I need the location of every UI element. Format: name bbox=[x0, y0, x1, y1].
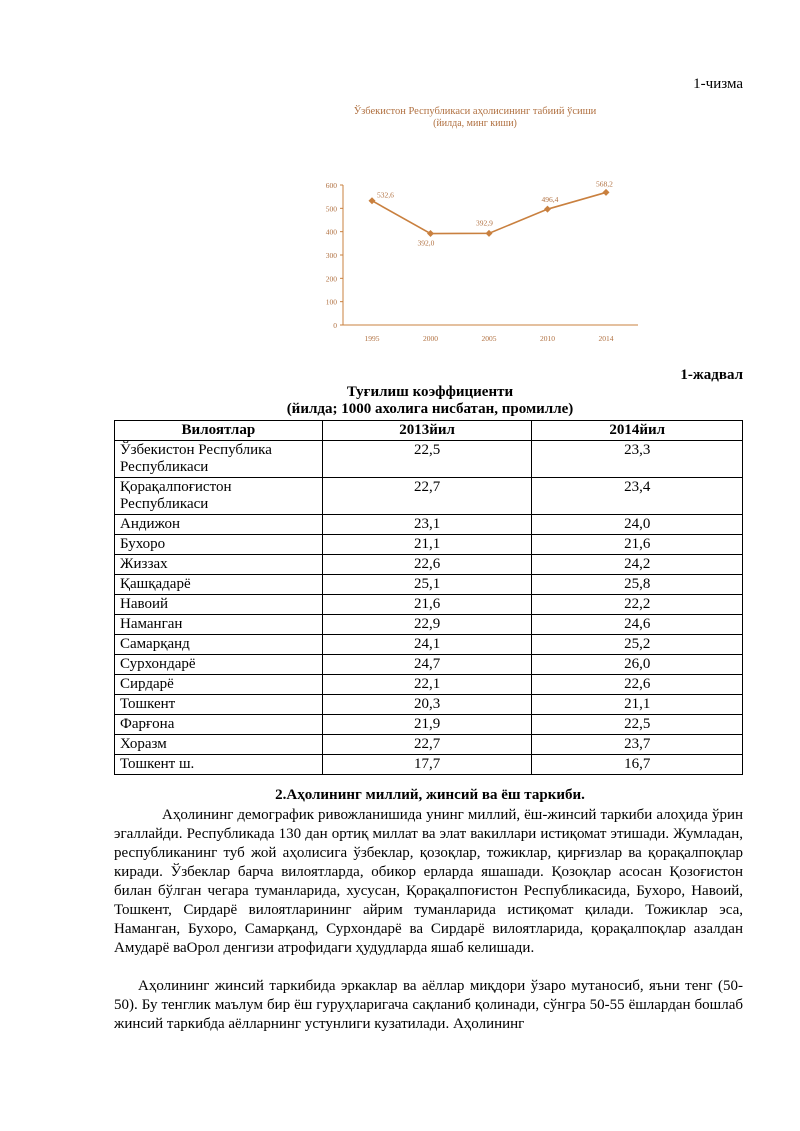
value-2013-cell: 22,7 bbox=[322, 478, 532, 515]
figure-label: 1-чизма bbox=[693, 76, 743, 92]
header-2013: 2013йил bbox=[322, 421, 532, 441]
value-2013-cell: 22,6 bbox=[322, 555, 532, 575]
table-title-line1: Туғилиш коэффициенти bbox=[346, 384, 514, 400]
value-2014-cell: 21,1 bbox=[532, 695, 743, 715]
value-2013-cell: 17,7 bbox=[322, 755, 532, 775]
table-title-line2: (йилда; 1000 ахолига нисбатан, промилле) bbox=[286, 401, 574, 417]
y-tick-label: 500 bbox=[325, 204, 337, 214]
table-body bbox=[115, 441, 743, 775]
value-2014-cell: 26,0 bbox=[532, 655, 743, 675]
y-tick-label: 200 bbox=[325, 274, 337, 284]
region-cell: Бухоро bbox=[115, 535, 323, 555]
section-heading: 2.Аҳолининг миллий, жинсий ва ёш таркиби. bbox=[275, 787, 585, 803]
table-row bbox=[115, 755, 743, 775]
birth-rate-table bbox=[114, 420, 743, 775]
value-2014-cell: 24,6 bbox=[532, 615, 743, 635]
line-chart bbox=[300, 100, 650, 350]
region-cell: Навоий bbox=[115, 595, 323, 615]
value-2014-cell: 22,6 bbox=[532, 675, 743, 695]
value-2014-cell: 25,2 bbox=[532, 635, 743, 655]
data-label: 532,6 bbox=[377, 190, 394, 200]
x-tick-label: 2010 bbox=[540, 334, 555, 343]
region-cell: Сурхондарё bbox=[115, 655, 323, 675]
header-region: Вилоятлар bbox=[115, 421, 323, 441]
value-2014-cell: 23,7 bbox=[532, 735, 743, 755]
table-row bbox=[115, 515, 743, 535]
region-cell: Андижон bbox=[115, 515, 323, 535]
value-2014-cell: 21,6 bbox=[532, 535, 743, 555]
x-tick-label: 2005 bbox=[481, 334, 497, 343]
table-title bbox=[0, 384, 800, 418]
value-2014-cell: 24,0 bbox=[532, 515, 743, 535]
value-2014-cell: 24,2 bbox=[532, 555, 743, 575]
value-2013-cell: 24,1 bbox=[322, 635, 532, 655]
table-row bbox=[115, 575, 743, 595]
value-2014-cell: 22,2 bbox=[532, 595, 743, 615]
region-cell: Наманган bbox=[115, 615, 323, 635]
y-tick-label: 300 bbox=[325, 251, 337, 260]
paragraph-1: Аҳолининг демографик ривожланишида унинг миллий, ёш-жинсий таркиби алоҳида ўрин эгаллайди. Республикада 130 дан ортиқ миллат ва элат вакиллари истиқомат этишади. Жумладан, республиканинг туб жой аҳолисига ўзбеклар, қозоқлар, тожиклар, қирғизлар ва қорақалпоқлар киради. Ўзбеклар барча вилоятларда, обикор ерларда яшашади. Қозоқлар асосан Қозоғистон билан бўлган чегара туманларида, хусусан, Қорақалпоғистон Республикасида, Бухоро, Навоий, Тошкент, Сирдарё вилоятларининг айрим туманларида истиқомат қилади. Тожиклар эса, Наманган, Бухоро, Самарқанд, Сурхондарё ва Сирдарё вилоятларида, қорақалпоқлар азалдан Амударё ваОрол денгизи атрофидаги ҳудудларда яшаб келишади. bbox=[114, 807, 743, 956]
x-tick-label: 1995 bbox=[364, 334, 380, 343]
table-row bbox=[115, 555, 743, 575]
series-line bbox=[372, 192, 606, 233]
value-2013-cell: 22,7 bbox=[322, 735, 532, 755]
data-label: 568,2 bbox=[596, 179, 613, 189]
data-point bbox=[369, 197, 376, 204]
region-cell: Самарқанд bbox=[115, 635, 323, 655]
y-tick-label: 400 bbox=[325, 227, 337, 237]
table-row bbox=[115, 655, 743, 675]
table-row bbox=[115, 441, 743, 478]
table-row bbox=[115, 695, 743, 715]
region-cell: Тошкент bbox=[115, 695, 323, 715]
chart-title: Ўзбекистон Республикаси аҳолисининг табиий ўсиши bbox=[353, 106, 597, 117]
region-cell: Сирдарё bbox=[115, 675, 323, 695]
data-point bbox=[544, 206, 551, 213]
value-2013-cell: 21,6 bbox=[322, 595, 532, 615]
table-row bbox=[115, 478, 743, 515]
chart-subtitle: (йилда, минг киши) bbox=[433, 118, 517, 129]
region-cell: Қашқадарё bbox=[115, 575, 323, 595]
value-2014-cell: 25,8 bbox=[532, 575, 743, 595]
data-label: 496,4 bbox=[541, 195, 559, 205]
y-tick-label: 600 bbox=[325, 181, 337, 190]
paragraph-2: Аҳолининг жинсий таркибида эркаклар ва аёллар миқдори ўзаро мутаносиб, яъни тенг (50-50). Бу тенглик маълум бир ёш гуруҳларигача сақланиб қолинади, сўнгра 50-55 ёшлардан бошлаб жинсий таркибда аёлларнинг устунлиги кузатилади. Аҳолининг bbox=[114, 978, 743, 1032]
region-cell: Фарғона bbox=[115, 715, 323, 735]
value-2013-cell: 20,3 bbox=[322, 695, 532, 715]
y-tick-label: 100 bbox=[325, 297, 337, 307]
x-tick-label: 2000 bbox=[423, 334, 438, 343]
table-row bbox=[115, 715, 743, 735]
table-row bbox=[115, 635, 743, 655]
value-2013-cell: 24,7 bbox=[322, 655, 532, 675]
table-row bbox=[115, 675, 743, 695]
value-2014-cell: 22,5 bbox=[532, 715, 743, 735]
chart-svg bbox=[300, 100, 650, 350]
y-tick-label: 0 bbox=[333, 321, 337, 330]
region-cell: Хоразм bbox=[115, 735, 323, 755]
value-2013-cell: 22,5 bbox=[322, 441, 532, 478]
data-label: 392,0 bbox=[417, 238, 435, 248]
value-2014-cell: 23,4 bbox=[532, 478, 743, 515]
table-row bbox=[115, 735, 743, 755]
data-point bbox=[486, 230, 493, 237]
header-2014: 2014йил bbox=[532, 421, 743, 441]
value-2013-cell: 21,1 bbox=[322, 535, 532, 555]
table-row bbox=[115, 595, 743, 615]
region-cell: Тошкент ш. bbox=[115, 755, 323, 775]
chart-plot-area bbox=[326, 179, 638, 343]
region-cell: Жиззах bbox=[115, 555, 323, 575]
table-row bbox=[115, 535, 743, 555]
data-point bbox=[427, 230, 434, 237]
table-row bbox=[115, 615, 743, 635]
region-cell: Қорақалпоғистон Республикаси bbox=[115, 478, 323, 515]
value-2014-cell: 16,7 bbox=[532, 755, 743, 775]
value-2013-cell: 22,9 bbox=[322, 615, 532, 635]
value-2013-cell: 23,1 bbox=[322, 515, 532, 535]
table-header-row bbox=[115, 421, 743, 441]
data-point bbox=[603, 189, 610, 196]
data-label: 392,9 bbox=[476, 218, 493, 228]
value-2013-cell: 25,1 bbox=[322, 575, 532, 595]
value-2013-cell: 21,9 bbox=[322, 715, 532, 735]
table-label: 1-жадвал bbox=[680, 367, 743, 383]
value-2014-cell: 23,3 bbox=[532, 441, 743, 478]
x-tick-label: 2014 bbox=[598, 334, 614, 343]
value-2013-cell: 22,1 bbox=[322, 675, 532, 695]
region-cell: Ўзбекистон Республика Республикаси bbox=[115, 441, 323, 478]
